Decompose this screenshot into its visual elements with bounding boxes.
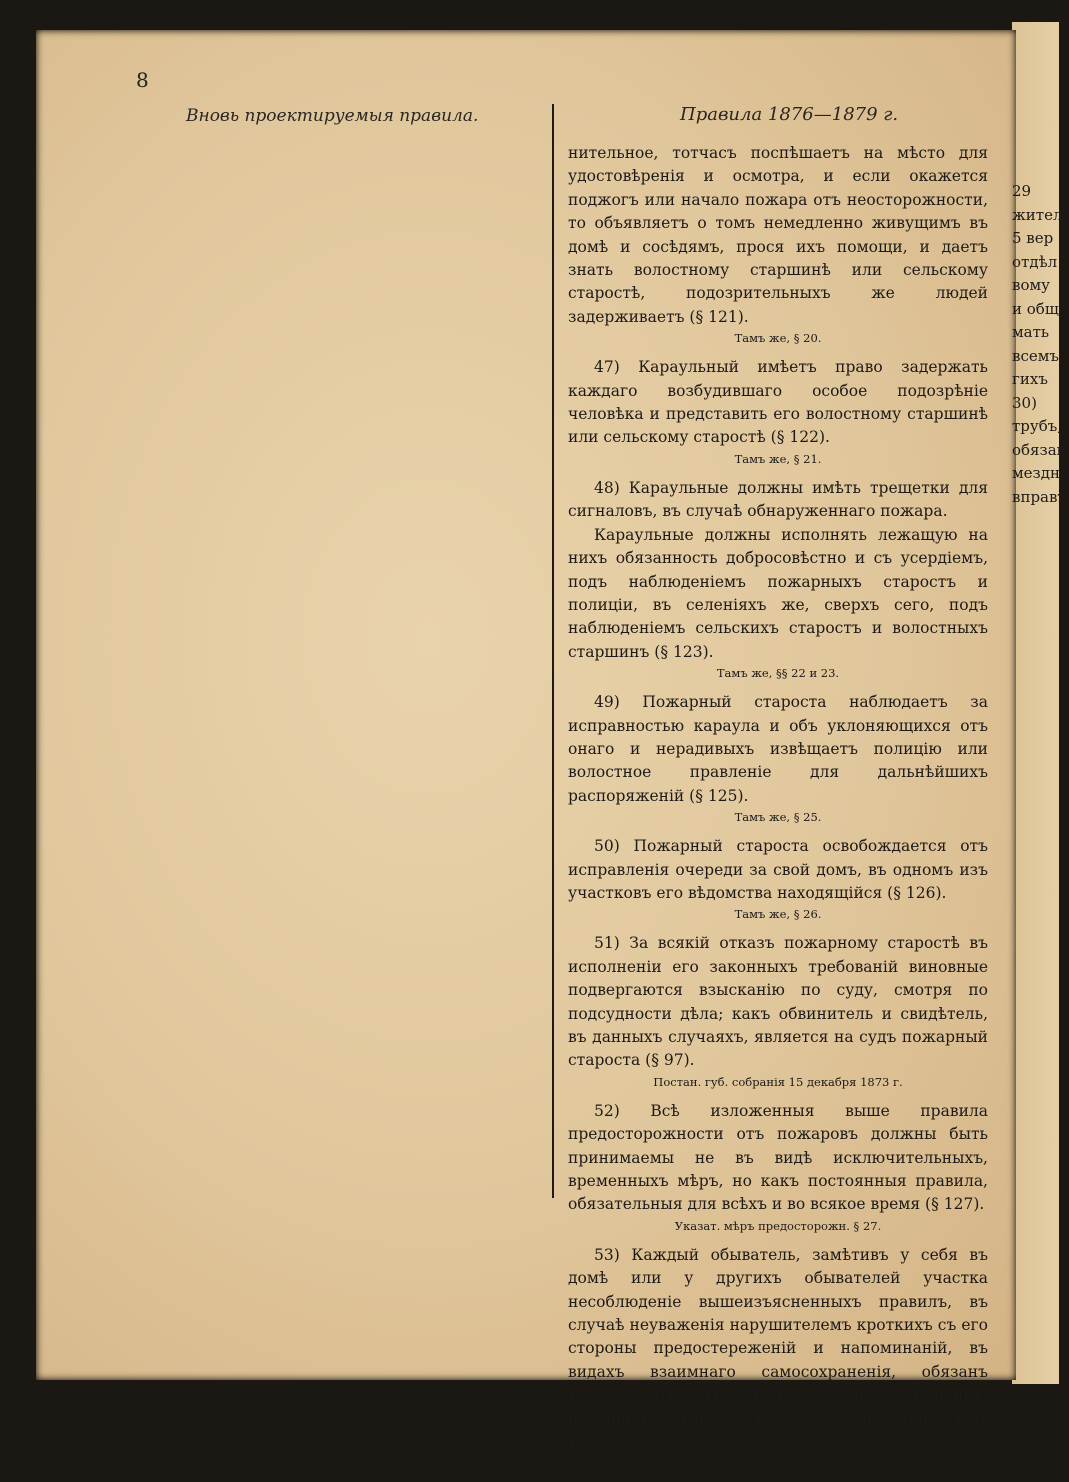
right-column-heading: Правила 1876—1879 г.	[680, 104, 899, 125]
source-reference: Постан. губ. собранія 15 декабря 1873 г.	[653, 1074, 903, 1089]
article-paragraph: 51) За всякій отказъ пожарному старостѣ въ исполненіи его законныхъ требованій виновные подвергаются взысканію по суду, смотря по подсудности дѣла; какъ обвинитель и свидѣтель, въ данныхъ случаяхъ, является на судъ пожарный староста (§ 97).	[568, 934, 988, 1070]
next-page-fragment: всемъ	[1012, 346, 1059, 365]
next-page-fragment: вправѣ	[1012, 487, 1067, 506]
next-page-fragment: мать	[1012, 323, 1050, 341]
article-paragraph: 49) Пожарный староста наблюдаетъ за исправностью караула и объ уклоняющихся отъ онаго и нерадивыхъ извѣщаетъ полицію или волостное правленіе для дальнѣйшихъ распоряженій (§ 125).	[568, 693, 988, 805]
article-paragraph: 52) Всѣ изложенныя выше правила предосторожности отъ пожаровъ должны быть принимаемы не въ видѣ исключительныхъ, временныхъ мѣръ, но какъ постоянныя правила, обязательныя для всѣхъ и во всякое время (§ 127).	[568, 1101, 988, 1214]
article-paragraph: 53) Каждый обыватель, замѣтивъ у себя въ домѣ или у другихъ обывателей участка несоблюденіе вышеизъясненныхъ правилъ, въ случаѣ неуваженія нарушителемъ кроткихъ съ его стороны предостереженій и напоминаній, въ видахъ взаимнаго самосохраненія, обязанъ тотчасъ дать знать о томъ волостному старшинѣ, пожарному старостѣ или сельскому старостѣ (§ 128).	[568, 1245, 988, 1452]
next-page-fragment: 5 вер	[1012, 229, 1054, 247]
source-reference: Тамъ же, § 26.	[734, 907, 822, 922]
source-reference: Указат. мѣръ предосторожн. § 27.	[674, 1218, 882, 1233]
next-page-fragment: гихъ	[1012, 370, 1048, 388]
source-reference: Тамъ же, § 21.	[734, 451, 822, 466]
article-paragraph: 50) Пожарный староста освобождается отъ исправленія очереди за свой домъ, въ одномъ изъ участковъ его вѣдомства находящійся (§ 126).	[568, 837, 988, 902]
next-page-fragment: отдѣл	[1012, 252, 1058, 271]
next-page-fragment: мездно	[1012, 464, 1069, 482]
next-page-fragment: и общ	[1012, 299, 1059, 318]
source-reference: Тамъ же, § 28.	[734, 1456, 822, 1471]
source-reference: Тамъ же, § 25.	[734, 810, 822, 825]
page-number: 8	[136, 68, 149, 92]
article-paragraph: 48) Караульные должны имѣть трещетки для сигналовъ, въ случаѣ обнаруженнаго пожара.	[568, 478, 988, 521]
article-paragraph: нительное, тотчасъ поспѣшаетъ на мѣсто для удостовѣренія и осмотра, и если окажется поджогъ или начало пожара отъ неосторожности, то объявляетъ о томъ немедленно живущимъ въ домѣ и сосѣдямъ, прося ихъ помощи, и даетъ знать волостному старшинѣ или сельскому старостѣ, подозрительныхъ же людей задерживаетъ (§ 121).	[568, 144, 988, 326]
article-paragraph: Караульные должны исполнять лежащую на нихъ обязанность добросовѣстно и съ усердіемъ, подъ наблюденіемъ пожарныхъ старостъ и полиціи, въ селеніяхъ же, сверхъ сего, подъ наблюденіемъ сельскихъ старостъ и волостныхъ старшинъ (§ 123).	[568, 525, 988, 661]
article-paragraph: 47) Караульный имѣетъ право задержать каждаго возбудившаго особое подозрѣніе человѣка и представить его волостному старшинѣ или сельскому старостѣ (§ 122).	[568, 358, 988, 447]
next-page-fragment: вому	[1012, 276, 1050, 294]
bleed-through-text	[110, 150, 535, 234]
left-column-heading: Вновь проектируемыя правила.	[186, 106, 479, 126]
next-page-fragment: обязан	[1012, 440, 1067, 459]
source-reference: Тамъ же, § 20.	[734, 331, 822, 346]
source-reference: Тамъ же, §§ 22 и 23.	[716, 666, 840, 681]
right-column	[568, 142, 988, 1482]
column-divider	[552, 104, 554, 1198]
next-page-fragment: 29	[1012, 182, 1032, 200]
next-page-fragment: жител	[1012, 205, 1063, 224]
next-page-fragments	[1012, 180, 1069, 509]
next-page-fragment: трубъ,	[1012, 417, 1063, 435]
next-page-fragment: 30)	[1012, 393, 1037, 412]
